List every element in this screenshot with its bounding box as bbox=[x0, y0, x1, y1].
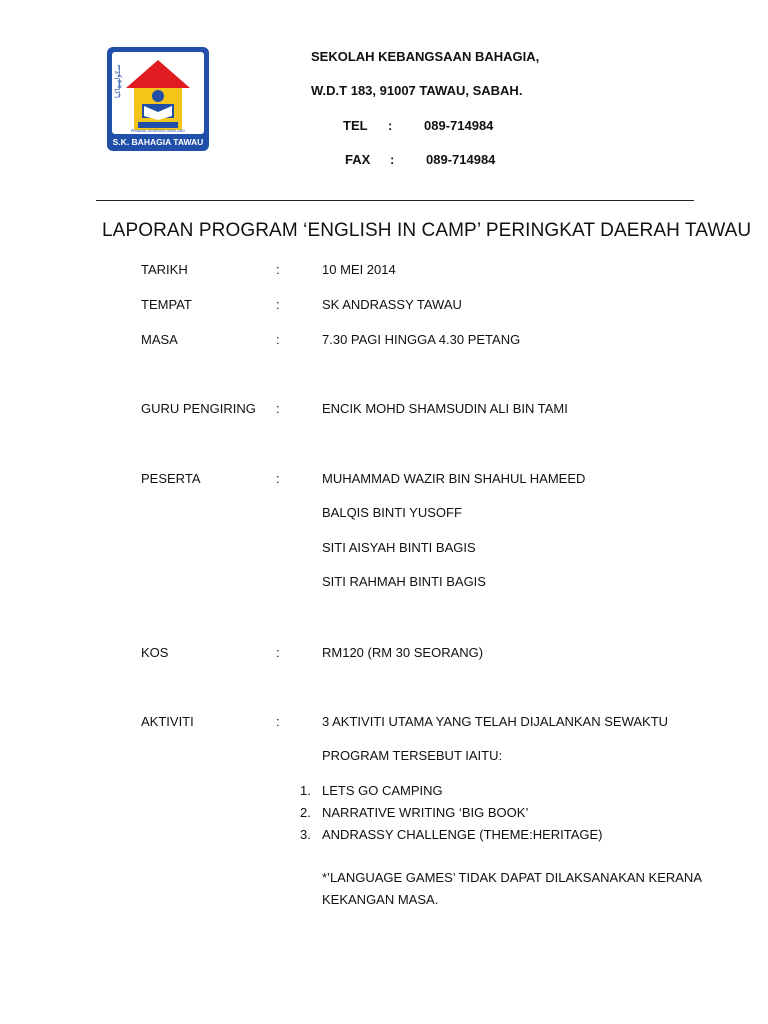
peserta-name: BALQIS BINTI YUSOFF bbox=[322, 505, 462, 520]
tempat-label: TEMPAT bbox=[141, 297, 192, 312]
tarikh-value: 10 MEI 2014 bbox=[322, 262, 396, 277]
aktiviti-line2: PROGRAM TERSEBUT IAITU: bbox=[322, 748, 503, 763]
aktiviti-item-number: 3. bbox=[300, 827, 311, 842]
header-divider bbox=[96, 200, 694, 201]
aktiviti-item: ANDRASSY CHALLENGE (THEME:HERITAGE) bbox=[322, 827, 603, 842]
fax-label: FAX bbox=[345, 152, 371, 167]
kos-colon: : bbox=[276, 645, 280, 660]
logo-arabic-text: سكولهبهاڬيا bbox=[114, 64, 122, 98]
fax-value: 089-714984 bbox=[426, 152, 496, 167]
tarikh-colon: : bbox=[276, 262, 280, 277]
aktiviti-note-line1: *’LANGUAGE GAMES’ TIDAK DAPAT DILAKSANAKAN KERANA bbox=[322, 870, 702, 885]
kos-value: RM120 (RM 30 SEORANG) bbox=[322, 645, 484, 660]
masa-label: MASA bbox=[141, 332, 178, 347]
peserta-name: MUHAMMAD WAZIR BIN SHAHUL HAMEED bbox=[322, 471, 586, 486]
aktiviti-note-line2: KEKANGAN MASA. bbox=[322, 892, 439, 907]
tel-label: TEL bbox=[343, 118, 368, 133]
guru-value: ENCIK MOHD SHAMSUDIN ALI BIN TAMI bbox=[322, 401, 568, 416]
tel-separator: : bbox=[388, 118, 393, 133]
aktiviti-item: LETS GO CAMPING bbox=[322, 783, 443, 798]
fax-separator: : bbox=[390, 152, 395, 167]
aktiviti-line1: 3 AKTIVITI UTAMA YANG TELAH DIJALANKAN SEWAKTU bbox=[322, 714, 669, 729]
report-title: LAPORAN PROGRAM ‘ENGLISH IN CAMP’ PERINGKAT DAERAH TAWAU bbox=[102, 220, 752, 241]
aktiviti-item-number: 1. bbox=[300, 783, 311, 798]
aktiviti-item: NARRATIVE WRITING ‘BIG BOOK’ bbox=[322, 805, 529, 820]
peserta-name: SITI AISYAH BINTI BAGIS bbox=[322, 540, 476, 555]
kos-label: KOS bbox=[141, 645, 169, 660]
aktiviti-colon: : bbox=[276, 714, 280, 729]
tempat-value: SK ANDRASSY TAWAU bbox=[322, 297, 462, 312]
tel-value: 089-714984 bbox=[424, 118, 494, 133]
masa-colon: : bbox=[276, 332, 280, 347]
aktiviti-label: AKTIVITI bbox=[141, 714, 194, 729]
peserta-name: SITI RAHMAH BINTI BAGIS bbox=[322, 574, 486, 589]
logo-name-text: S.K. BAHAGIA TAWAU bbox=[112, 137, 204, 147]
school-name: SEKOLAH KEBANGSAAN BAHAGIA, bbox=[311, 49, 540, 64]
logo-banner-text: PENJANA GENERASI GEMILANG bbox=[131, 129, 185, 133]
masa-value: 7.30 PAGI HINGGA 4.30 PETANG bbox=[322, 332, 521, 347]
guru-colon: : bbox=[276, 401, 280, 416]
peserta-colon: : bbox=[276, 471, 280, 486]
aktiviti-item-number: 2. bbox=[300, 805, 311, 820]
school-address: W.D.T 183, 91007 TAWAU, SABAH. bbox=[311, 83, 523, 98]
peserta-label: PESERTA bbox=[141, 471, 201, 486]
tempat-colon: : bbox=[276, 297, 280, 312]
tarikh-label: TARIKH bbox=[141, 262, 188, 277]
school-logo bbox=[106, 46, 210, 152]
guru-label: GURU PENGIRING bbox=[141, 401, 256, 416]
